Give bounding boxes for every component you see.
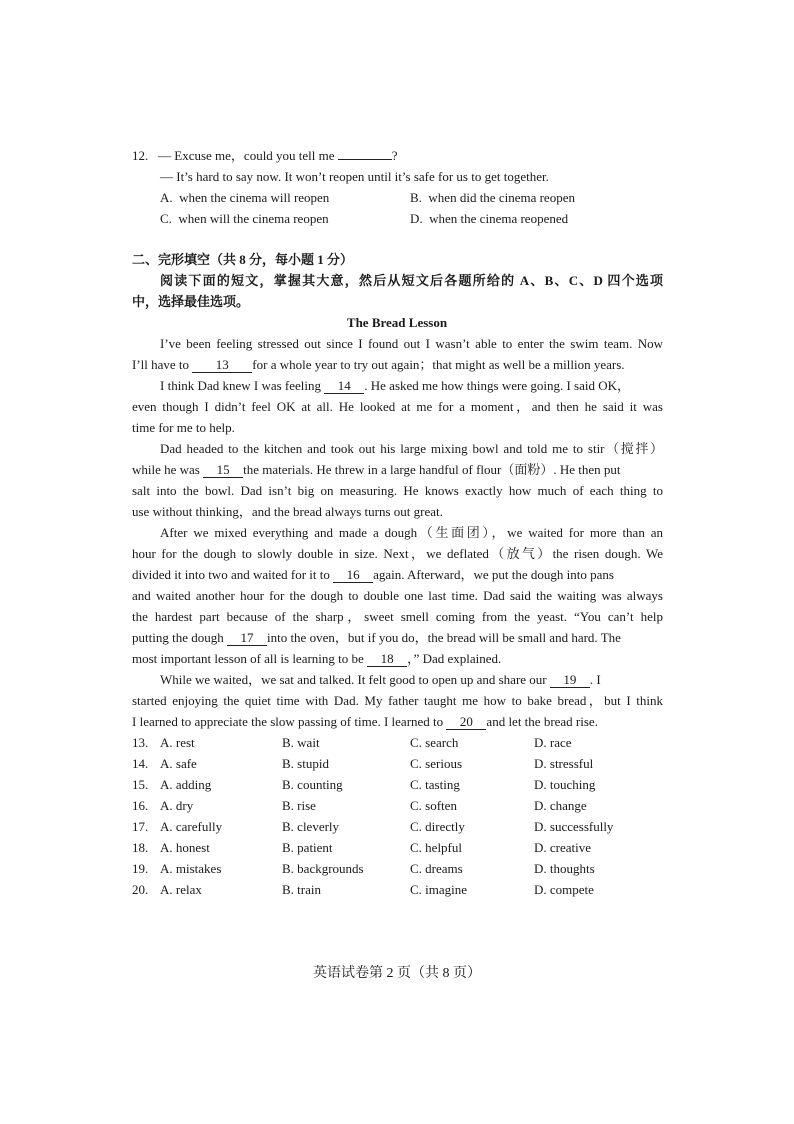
passage-text: the materials. He threw in a large handful of flour（面粉）. He then put [243, 462, 621, 477]
passage-text: into the oven，but if you do，the bread will be small and hard. The [266, 630, 621, 645]
blank-14: 14 [324, 378, 364, 394]
choice-option-d: D. compete [534, 882, 594, 897]
passage-text: putting the dough [132, 630, 224, 645]
choice-option-c: C. tasting [410, 777, 460, 792]
passage-text: for a whole year to try out again；that might as well be a million years. [252, 357, 625, 372]
q12-option-a-letter: A. [160, 190, 173, 205]
passage-text: and let the bread rise. [486, 714, 598, 729]
section-instruction-line2: 中，选择最佳选项。 [132, 294, 250, 309]
choice-option-a: A. relax [160, 882, 202, 897]
choice-option-d: D. touching [534, 777, 596, 792]
choice-number: 13. [132, 735, 149, 750]
passage-line [160, 669, 601, 690]
choice-number: 14. [132, 756, 149, 771]
passage-text: divided it into two and waited for it to [132, 567, 330, 582]
passage-line: After we mixed everything and made a dough（生面团），we waited for more than an [160, 525, 663, 540]
choice-option-a: A. adding [160, 777, 212, 792]
blank-19: 19 [550, 672, 590, 688]
blank-17: 17 [227, 630, 267, 646]
choice-option-d: D. change [534, 798, 587, 813]
choice-number: 19. [132, 861, 149, 876]
passage-line [132, 354, 625, 375]
choice-option-b: B. stupid [282, 756, 329, 771]
passage-line [132, 648, 501, 669]
q12-option-c-text: when will the cinema reopen [178, 211, 329, 226]
passage-line: even though I didn’t feel OK at all. He looked at me for a moment，and then he said it was [132, 399, 663, 414]
choice-option-a: A. rest [160, 735, 195, 750]
q12-option-b [410, 187, 575, 208]
passage-line: hour for the dough to slowly double in size. Next，we deflated（放气）the risen dough. We [132, 546, 663, 561]
q12-option-b-letter: B. [410, 190, 422, 205]
passage-line [160, 375, 630, 396]
q12-stem [132, 145, 398, 166]
choice-option-b: B. rise [282, 798, 316, 813]
passage-title: The Bread Lesson [346, 315, 448, 330]
choice-option-c: C. helpful [410, 840, 462, 855]
q12-option-a [160, 187, 329, 208]
choice-option-d: D. stressful [534, 756, 594, 771]
passage-line: salt into the bowl. Dad isn’t big on measuring. He knows exactly how much of each thing to [132, 483, 663, 498]
passage-text: While we waited，we sat and talked. It felt good to open up and share our [160, 672, 547, 687]
passage-line: and waited another hour for the dough to double one last time. Dad said the waiting was always [132, 588, 663, 603]
passage-line: use without thinking，and the bread always turns out great. [132, 504, 443, 519]
passage-text: I think Dad knew I was feeling [160, 378, 322, 393]
choice-option-c: C. imagine [410, 882, 468, 897]
choice-option-b: B. cleverly [282, 819, 340, 834]
choice-option-b: B. patient [282, 840, 333, 855]
choice-option-a: A. honest [160, 840, 210, 855]
q12-option-c-letter: C. [160, 211, 172, 226]
choice-number: 20. [132, 882, 149, 897]
passage-text: I’ll have to [132, 357, 190, 372]
choice-number: 15. [132, 777, 149, 792]
q12-reply: — It’s hard to say now. It won’t reopen until it’s safe for us to get together. [160, 169, 549, 184]
q12-number: 12. [132, 148, 149, 163]
q12-blank [338, 159, 392, 160]
choice-option-c: C. dreams [410, 861, 463, 876]
passage-line: I’ve been feeling stressed out since I found out I wasn’t able to enter the swim team. Now [160, 336, 663, 351]
choice-option-b: B. wait [282, 735, 320, 750]
q12-stem-text: — Excuse me，could you tell me [158, 148, 335, 163]
passage-line: Dad headed to the kitchen and took out his large mixing bowl and told me to stir（搅拌） [160, 441, 663, 456]
choice-number: 17. [132, 819, 149, 834]
choice-option-d: D. successfully [534, 819, 614, 834]
q12-stem-end: ? [391, 148, 398, 163]
passage-line: started enjoying the quiet time with Dad. My father taught me how to bake bread，but I think [132, 693, 663, 708]
choice-option-b: B. train [282, 882, 321, 897]
choice-option-a: A. carefully [160, 819, 223, 834]
choice-option-d: D. race [534, 735, 572, 750]
choice-option-b: B. counting [282, 777, 343, 792]
choice-option-a: A. safe [160, 756, 197, 771]
passage-line [132, 711, 598, 732]
choice-option-d: D. thoughts [534, 861, 595, 876]
section-heading: 二、完形填空（共 8 分，每小题 1 分） [132, 252, 354, 267]
passage-line: time for me to help. [132, 420, 235, 435]
blank-16: 16 [333, 567, 373, 583]
passage-line [132, 459, 621, 480]
choice-number: 16. [132, 798, 149, 813]
q12-option-d-letter: D. [410, 211, 423, 226]
blank-15: 15 [203, 462, 243, 478]
choice-option-c: C. soften [410, 798, 457, 813]
choice-option-a: A. mistakes [160, 861, 222, 876]
choice-option-c: C. serious [410, 756, 462, 771]
choice-option-c: C. directly [410, 819, 465, 834]
section-instruction-line1: 阅读下面的短文，掌握其大意，然后从短文后各题所给的 A、B、C、D 四个选项 [160, 273, 663, 288]
choice-option-b: B. backgrounds [282, 861, 364, 876]
blank-13: 13 [192, 357, 252, 373]
choice-option-d: D. creative [534, 840, 592, 855]
blank-20: 20 [446, 714, 486, 730]
choice-option-a: A. dry [160, 798, 194, 813]
passage-text: most important lesson of all is learning to be [132, 651, 364, 666]
passage-line [132, 564, 614, 585]
choice-number: 18. [132, 840, 149, 855]
choice-option-c: C. search [410, 735, 459, 750]
q12-option-c [160, 208, 329, 229]
passage-text: . He asked me how things were going. I said OK， [364, 378, 630, 393]
passage-text: . I [589, 672, 601, 687]
page-footer: 英语试卷第 2 页（共 8 页） [313, 966, 481, 981]
q12-option-a-text: when the cinema will reopen [179, 190, 330, 205]
passage-text: again. Afterward，we put the dough into pans [373, 567, 614, 582]
passage-text: ，” Dad explained. [407, 651, 502, 666]
q12-option-b-text: when did the cinema reopen [428, 190, 575, 205]
passage-line: the hardest part because of the sharp，sweet smell coming from the yeast. “You can’t help [132, 609, 663, 624]
blank-18: 18 [367, 651, 407, 667]
passage-text: while he was [132, 462, 200, 477]
passage-line [132, 627, 621, 648]
q12-option-d [410, 208, 568, 229]
passage-text: I learned to appreciate the slow passing of time. I learned to [132, 714, 444, 729]
q12-option-d-text: when the cinema reopened [429, 211, 569, 226]
